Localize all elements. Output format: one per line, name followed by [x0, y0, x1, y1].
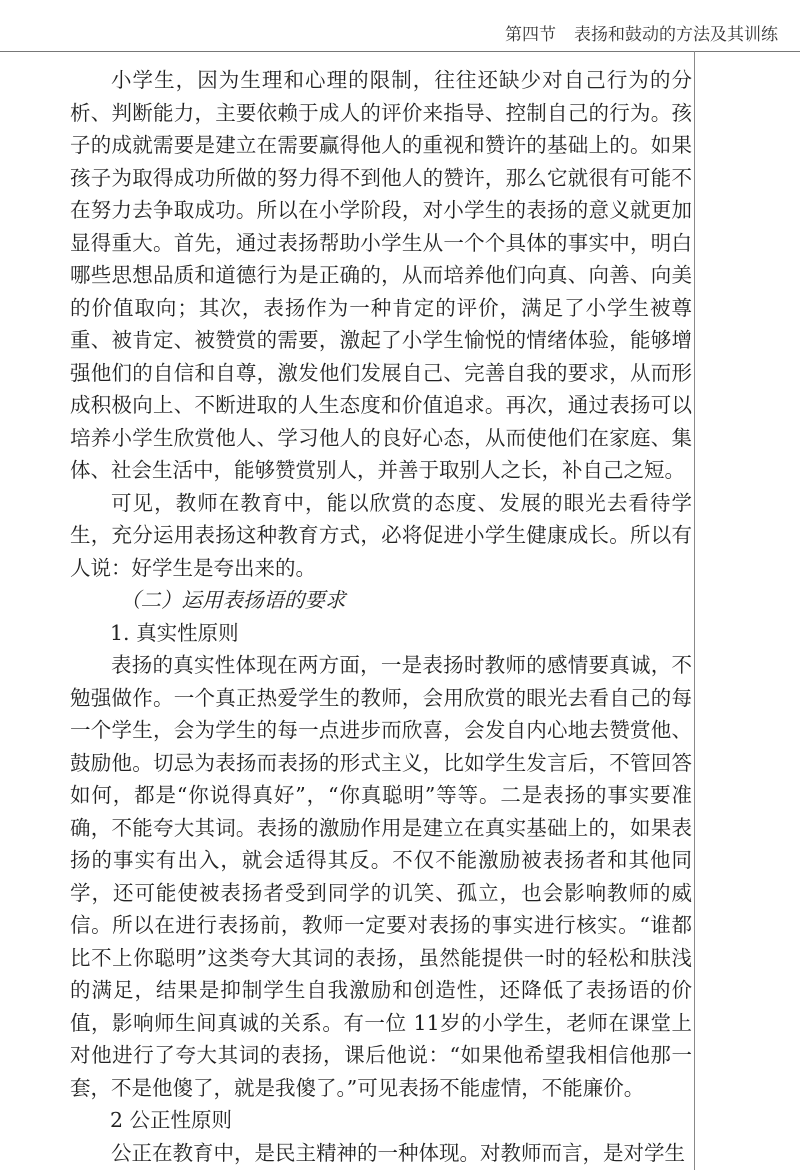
heading-fairness: 2 公正性原则	[110, 1108, 233, 1132]
header-rule	[0, 51, 800, 52]
margin-rule	[694, 51, 695, 1170]
section-number: 第四节	[505, 25, 556, 45]
section-title: 表扬和鼓动的方法及其训练	[574, 25, 778, 45]
heading-authenticity: 1. 真实性原则	[110, 620, 239, 645]
paragraph-fairness: 公正在教育中，是民主精神的一种体现。对教师而言，是对学生	[111, 1140, 685, 1165]
running-header	[505, 20, 778, 45]
paragraph-conclusion: 可见，教师在教育中，能以欣赏的态度、发展的眼光去看待学生，充分运用表扬这种教育方式，必将促进小学生健康成长。所以有人说：好学生是夸出来的。	[70, 490, 692, 580]
page-header	[0, 0, 800, 52]
paragraph-authenticity: 表扬的真实性体现在两方面，一是表扬时教师的感情要真诚，不勉强做作。一个真正热爱学生的教师，会用欣赏的眼光去看自己的每一个学生，会为学生的每一点进步而欣喜，会发自内心地去赞赏他、鼓励他。切忌为表扬而表扬的形式主义，比如学生发言后，不管回答如何，都是“你说得真好”，“你真聪明”等等。二是表扬的事实要准确，不能夸大其词。表扬的激励作用是建立在真实基础上的，如果表扬的事实有出入，就会适得其反。不仅不能激励被表扬者和其他同学，还可能使被表扬者受到同学的讥笑、孤立，也会影响教师的威信。所以在进行表扬前，教师一定要对表扬的事实进行核实。“谁都比不上你聪明”这类夸大其词的表扬，虽然能提供一时的轻松和肤浅的满足，结果是抑制学生自我激励和创造性，还降低了表扬语的价值，影响师生间真诚的关系。有一位 11岁的小学生，老师在课堂上对他进行了夸大其词的表扬，课后他说：“如果他希望我相信他那一套，不是他傻了，就是我傻了。”可见表扬不能虚情，不能廉价。	[70, 653, 692, 1100]
page-body	[70, 64, 692, 1169]
subheading-requirements: （二）运用表扬语的要求	[120, 588, 346, 612]
paragraph-importance: 小学生，因为生理和心理的限制，往往还缺少对自己行为的分析、判断能力，主要依赖于成人的评价来指导、控制自己的行为。孩子的成就需要是建立在需要赢得他人的重视和赞许的基础上的。如果孩子为取得成功所做的努力得不到他人的赞许，那么它就很有可能不在努力去争取成功。所以在小学阶段，对小学生的表扬的意义就更加显得重大。首先，通过表扬帮助小学生从一个个具体的事实中，明白哪些思想品质和道德行为是正确的，从而培养他们向真、向善、向美的价值取向；其次，表扬作为一种肯定的评价，满足了小学生被尊重、被肯定、被赞赏的需要，激起了小学生愉悦的情绪体验，能够增强他们的自信和自尊，激发他们发展自己、完善自我的要求，从而形成积极向上、不断进取的人生态度和价值追求。再次，通过表扬可以培养小学生欣赏他人、学习他人的良好心态，从而使他们在家庭、集体、社会生活中，能够赞赏别人，并善于取别人之长，补自己之短。	[70, 68, 692, 482]
